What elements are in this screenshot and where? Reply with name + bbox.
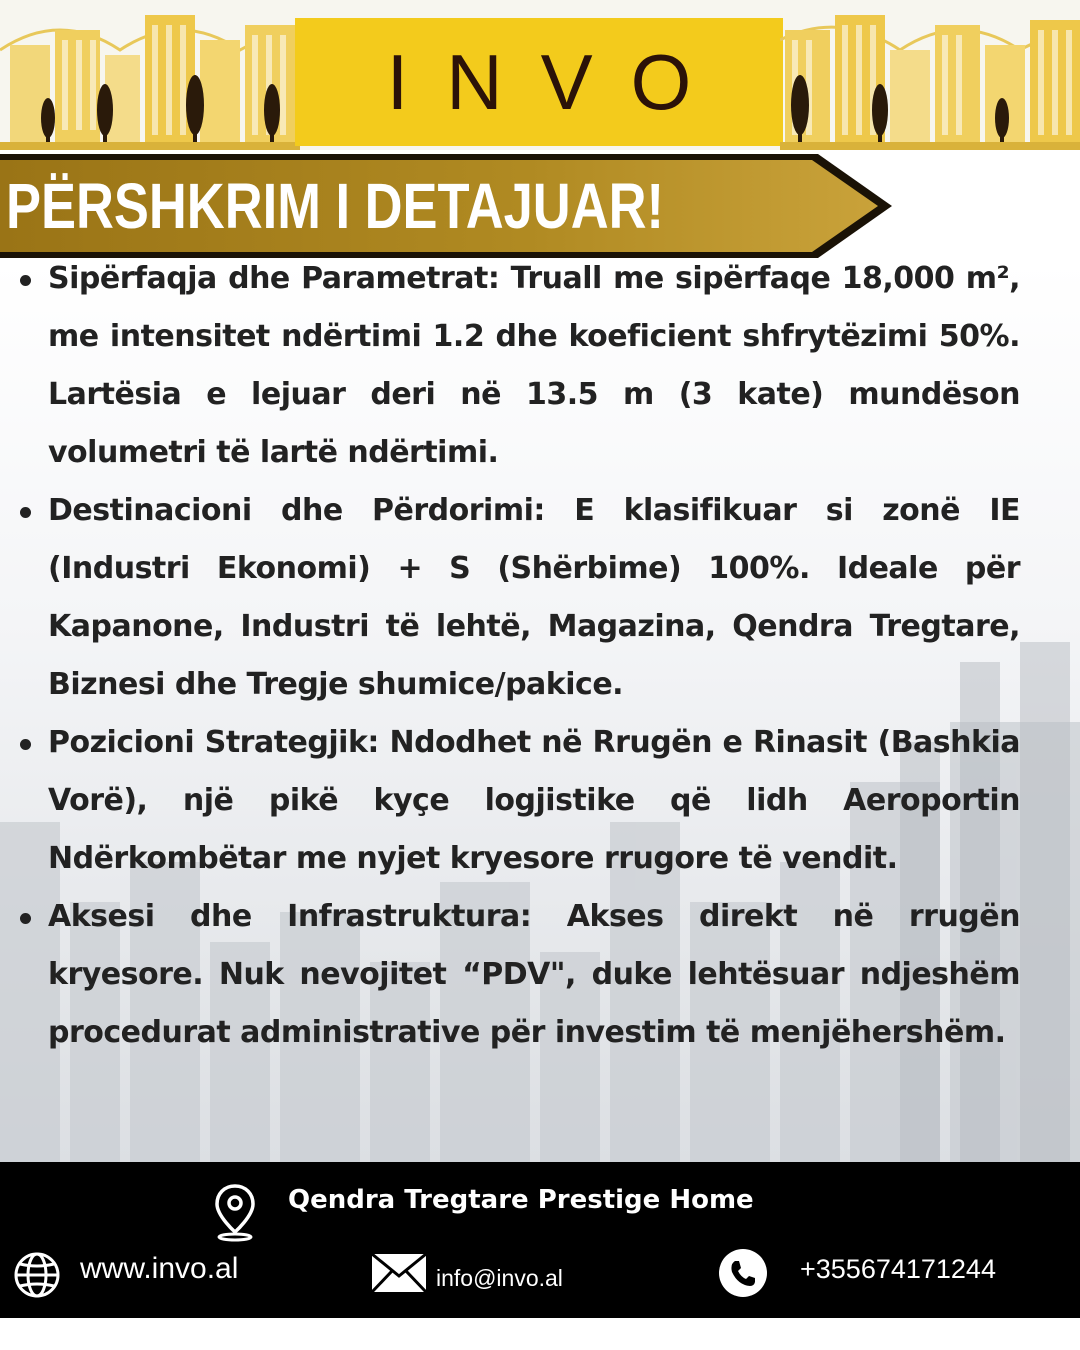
envelope-icon [370, 1252, 428, 1294]
location-pin-icon [210, 1182, 260, 1242]
left-skyline-illustration [0, 10, 300, 150]
logo-text: INVO [386, 37, 730, 126]
header [0, 0, 1080, 150]
phone-icon [718, 1248, 768, 1298]
footer-phone-link[interactable]: +355674171244 [800, 1254, 996, 1284]
bullet-strategic-position: Pozicioni Strategjik: Ndodhet në Rrugën e Rinasit (Bashkia Vorë), një pikë kyçe logjistike që lidh Aeroportin Ndërkombëtar me nyjet kryesore rrugore të vendit. [48, 714, 1020, 888]
bullet-destination-use: Destinacioni dhe Përdorimi: E klasifikuar si zonë IE (Industri Ekonomi) + S (Shërbime) 100%. Ideale për Kapanone, Industri të lehtë, Magazina, Qendra Tregtare, Biznesi dhe Tregje shumice/pakice. [48, 482, 1020, 714]
footer-website-link[interactable]: www.invo.al [80, 1252, 239, 1285]
globe-icon [12, 1250, 62, 1300]
right-skyline-illustration [780, 10, 1080, 150]
bullet-surface-parameters: Sipërfaqja dhe Parametrat: Truall me sipërfaqe 18,000 m², me intensitet ndërtimi 1.2 dhe koeficient shfrytëzimi 50%. Lartësia e lejuar deri në 13.5 m (3 kate) mundëson volumetri të lartë ndërtimi. [48, 250, 1020, 482]
bullet-list [48, 250, 1020, 1062]
logo-box [295, 18, 783, 146]
footer-address: Qendra Tregtare Prestige Home [288, 1185, 754, 1215]
bullet-access-infrastructure: Aksesi dhe Infrastruktura: Akses direkt në rrugën kryesore. Nuk nevojitet “PDV", duke lehtësuar ndjeshëm procedurat administrative për investim të menjëhershëm. [48, 888, 1020, 1062]
description-content [0, 250, 1080, 1160]
footer-email-link[interactable]: info@invo.al [436, 1265, 563, 1291]
banner-title: PËRSHKRIM I DETAJUAR! [6, 170, 664, 242]
footer-bottom-strip [0, 1318, 1080, 1350]
